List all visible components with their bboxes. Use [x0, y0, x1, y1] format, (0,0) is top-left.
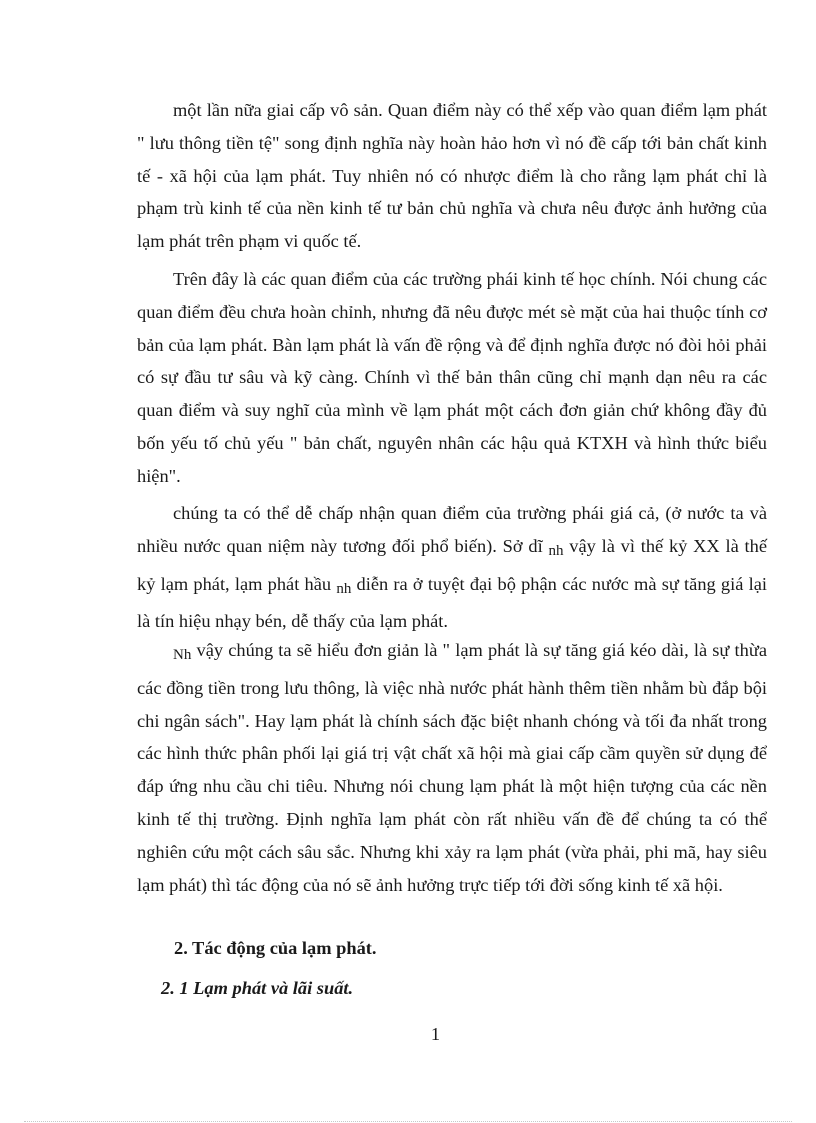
section-heading: 2. Tác động của lạm phát. [174, 938, 377, 958]
page-number: 1 [430, 1024, 441, 1044]
paragraph-3-text-a: chúng ta có thể dễ chấp nhận quan điểm của trường phái giá cả, (ở nước ta và nhiều nước quan niệm này tương đối phổ biến). Sở dĩ [137, 503, 767, 556]
paragraph-4-text: vậy chúng ta sẽ hiểu đơn giản là " lạm phát là sự tăng giá kéo dài, là sự thừa các đồng tiền trong lưu thông, là việc nhà nước phát hành thêm tiền nhằm bù đắp bội chi ngân sách". Hay lạm phát là chính sách đặc biệt nhanh chóng và tối đa nhất trong các hình thức phân phối lại giá trị vật chất xã hội mà giai cấp cầm quyền sử dụng để đáp ứng nhu cầu chi tiêu. Nhưng nói chung lạm phát là một hiện tượng của các nền kinh tế thị trường. Định nghĩa lạm phát còn rất nhiều vấn đề để chúng ta có thể nghiên cứu một cách sâu sắc. Nhưng khi xảy ra lạm phát (vừa phải, phi mã, hay siêu lạm phát) thì tác động của nó sẽ ảnh hưởng trực tiếp tới đời sống kinh tế xã hội. [137, 640, 767, 895]
paragraph-3 [137, 497, 767, 638]
page-break-divider [24, 1121, 792, 1122]
paragraph-4 [137, 634, 767, 901]
paragraph-1 [137, 94, 767, 258]
paragraph-3-fragment-2: nh [336, 580, 352, 597]
subsection-heading: 2. 1 Lạm phát và lãi suất. [161, 978, 354, 998]
paragraph-2-text: Trên đây là các quan điểm của các trường phái kinh tế học chính. Nói chung các quan điểm đều chưa hoàn chỉnh, nhưng đã nêu được mét sè mặt của hai thuộc tính cơ bản của lạm phát. Bàn lạm phát là vấn đề rộng và để định nghĩa được nó đòi hỏi phải có sự đầu tư sâu và kỹ càng. Chính vì thế bản thân cũng chỉ mạnh dạn nêu ra các quan điểm và suy nghĩ của mình về lạm phát một cách đơn giản chứ không đầy đủ bốn yếu tố chủ yếu " bản chất, nguyên nhân các hậu quả KTXH và hình thức biểu hiện". [137, 269, 767, 486]
paragraph-3-fragment-1: nh [548, 542, 564, 559]
paragraph-2 [137, 263, 767, 493]
paragraph-4-fragment: Nh [173, 647, 192, 663]
paragraph-1-text: một lần nữa giai cấp vô sản. Quan điểm này có thể xếp vào quan điểm lạm phát " lưu thông tiền tệ" song định nghĩa này hoàn hảo hơn vì nó đề cấp tới bản chất kinh tế - xã hội của lạm phát. Tuy nhiên nó có nhược điểm là cho rằng lạm phát chỉ là phạm trù kinh tế của nền kinh tế tư bản chủ nghĩa và chưa nêu được ảnh hưởng của lạm phát trên phạm vi quốc tế. [137, 100, 767, 252]
paragraph-3-text-b: vậy là vì thế kỷ XX là thế kỷ lạm phát, lạm phát hầu [137, 535, 767, 594]
paragraph-3-text-c: diễn ra ở tuyệt đại bộ phận các nước mà sự tăng giá lại là tín hiệu nhạy bén, dễ thấy của lạm phát. [137, 573, 767, 632]
